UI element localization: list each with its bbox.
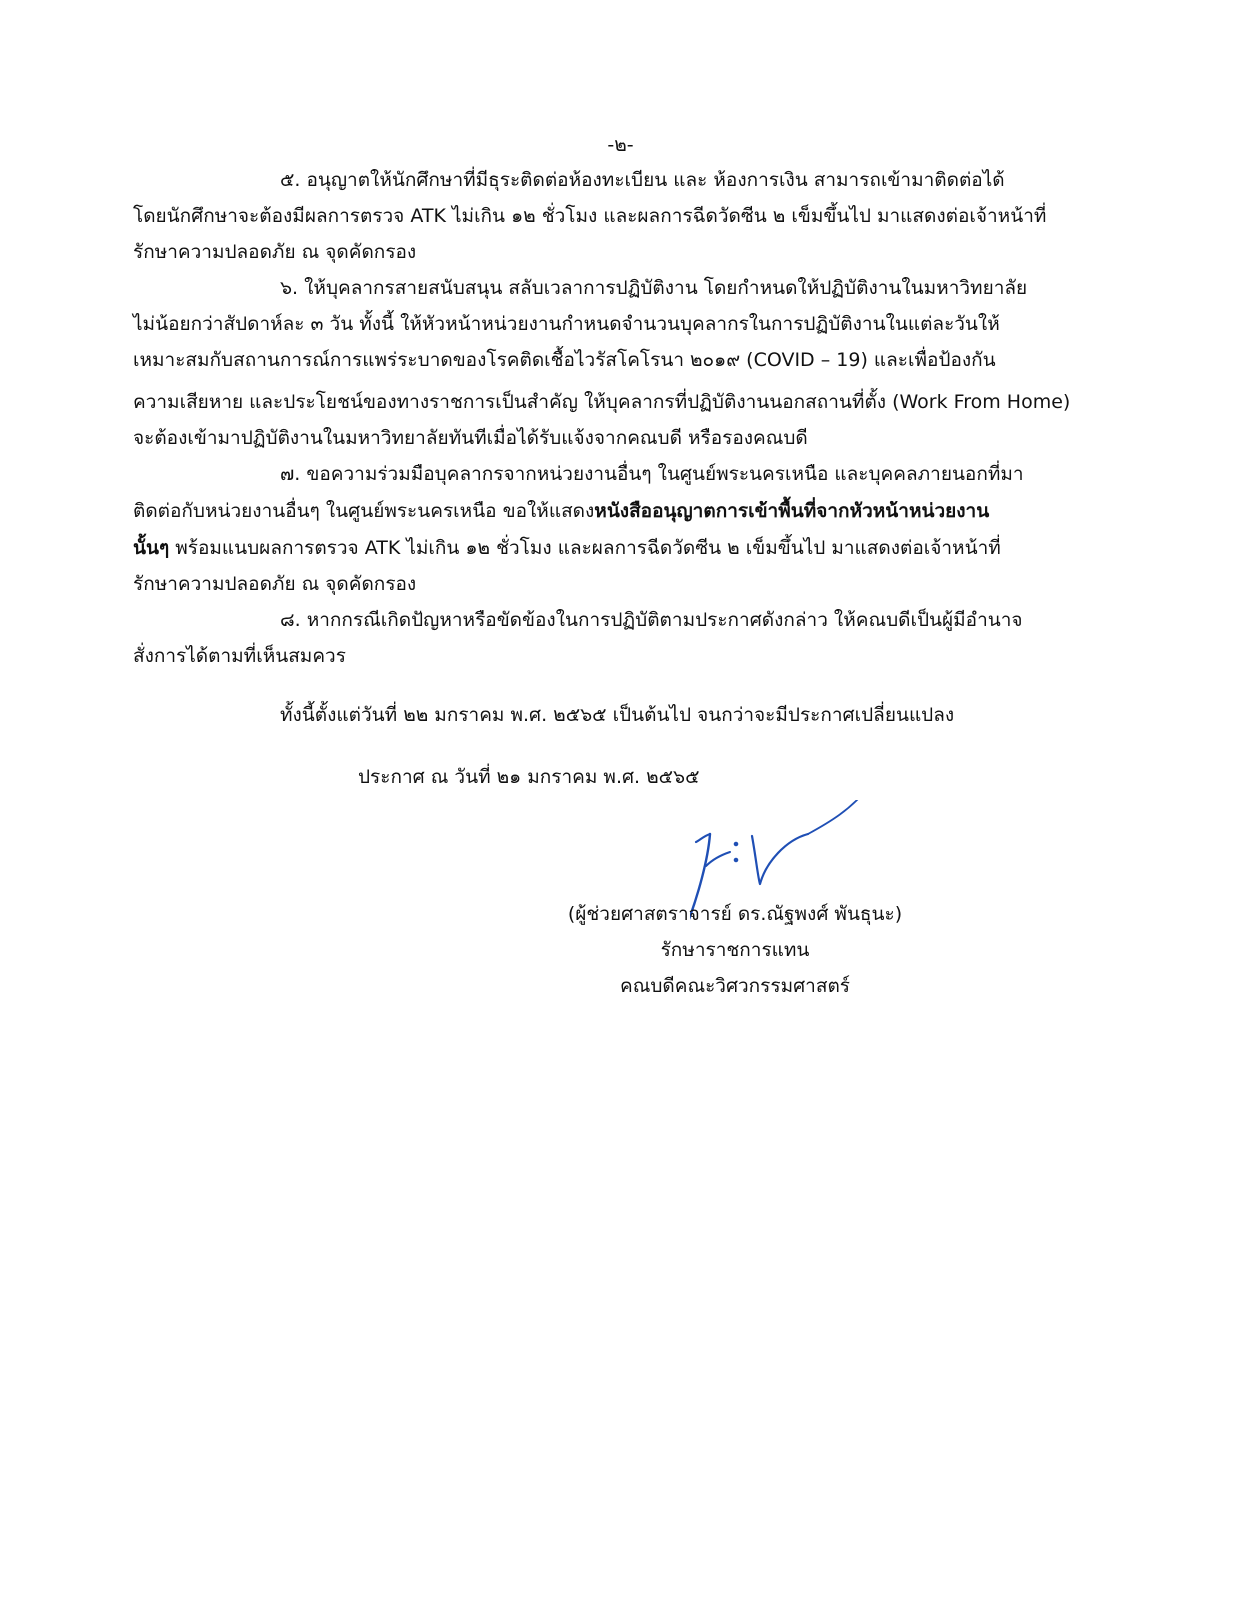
- permission-letter-emphasis-end: นั้นๆ: [133, 537, 170, 559]
- clause-7-line-3: [133, 536, 1001, 560]
- clause-6-line-5: จะต้องเข้ามาปฏิบัติงานในมหาวิทยาลัยทันทีเมื่อได้รับแจ้งจากคณบดี หรือรองคณบดี: [133, 427, 808, 449]
- clause-5-line-2: โดยนักศึกษาจะต้องมีผลการตรวจ ATK ไม่เกิน ๑๒ ชั่วโมง และผลการฉีดวัดซีน ๒ เข็มขึ้นไป มาแสดงต่อเจ้าหน้าที่: [133, 205, 1047, 227]
- clause-7-line-2: [133, 499, 989, 523]
- page-number: -๒-: [607, 134, 634, 156]
- clause-8-line-1: ๘. หากกรณีเกิดปัญหาหรือขัดข้องในการปฏิบัติตามประกาศดังกล่าว ให้คณบดีเป็นผู้มีอำนาจ: [280, 609, 1023, 631]
- clause-5-line-1: ๕. อนุญาตให้นักศึกษาที่มีธุระติดต่อห้องทะเบียน และ ห้องการเงิน สามารถเข้ามาติดต่อได้: [280, 169, 1005, 191]
- signatory-role-acting: รักษาราชการแทน: [660, 939, 810, 961]
- clause-6-line-4: ความเสียหาย และประโยชน์ของทางราชการเป็นสำคัญ ให้บุคลากรที่ปฏิบัติงานนอกสถานที่ตั้ง (Work From Home): [133, 391, 1071, 413]
- clause-7-line-3-text: พร้อมแนบผลการตรวจ ATK ไม่เกิน ๑๒ ชั่วโมง และผลการฉีดวัดซีน ๒ เข็มขึ้นไป มาแสดงต่อเจ้าหน้าที่: [169, 537, 1001, 559]
- signatory-name: (ผู้ช่วยศาสตราจารย์ ดร.ณัฐพงศ์ พันธุนะ): [567, 903, 903, 925]
- clause-5-line-3: รักษาความปลอดภัย ณ จุดคัดกรอง: [133, 241, 417, 263]
- signatory-role-dean: คณบดีคณะวิศวกรรมศาสตร์: [620, 975, 850, 997]
- clause-8-line-2: สั่งการได้ตามที่เห็นสมควร: [133, 645, 346, 667]
- clause-7-line-2-text: ติดต่อกับหน่วยงานอื่นๆ ในศูนย์พระนครเหนือ ขอให้แสดง: [133, 500, 595, 522]
- clause-6-line-2: ไม่น้อยกว่าสัปดาห์ละ ๓ วัน ทั้งนี้ ให้หัวหน้าหน่วยงานกำหนดจำนวนบุคลากรในการปฏิบัติงานในแต่ละวันให้: [133, 313, 1000, 335]
- announcement-date: ประกาศ ณ วันที่ ๒๑ มกราคม พ.ศ. ๒๕๖๕: [358, 766, 700, 788]
- clause-7-line-1: ๗. ขอความร่วมมือบุคลากรจากหน่วยงานอื่นๆ ในศูนย์พระนครเหนือ และบุคคลภายนอกที่มา: [280, 463, 1024, 485]
- clause-6-line-3: เหมาะสมกับสถานการณ์การแพร่ระบาดของโรคติดเชื้อไวรัสโคโรนา ๒๐๑๙ (COVID – 19) และเพื่อป้องกัน: [133, 349, 996, 371]
- permission-letter-emphasis: หนังสืออนุญาตการเข้าพื้นที่จากหัวหน้าหน่วยงาน: [594, 500, 990, 522]
- clause-7-line-4: รักษาความปลอดภัย ณ จุดคัดกรอง: [133, 573, 417, 595]
- effective-date: ทั้งนี้ตั้งแต่วันที่ ๒๒ มกราคม พ.ศ. ๒๕๖๕ เป็นต้นไป จนกว่าจะมีประกาศเปลี่ยนแปลง: [280, 704, 955, 726]
- clause-6-line-1: ๖. ให้บุคลากรสายสนับสนุน สลับเวลาการปฏิบัติงาน โดยกำหนดให้ปฏิบัติงานในมหาวิทยาลัย: [280, 277, 1028, 299]
